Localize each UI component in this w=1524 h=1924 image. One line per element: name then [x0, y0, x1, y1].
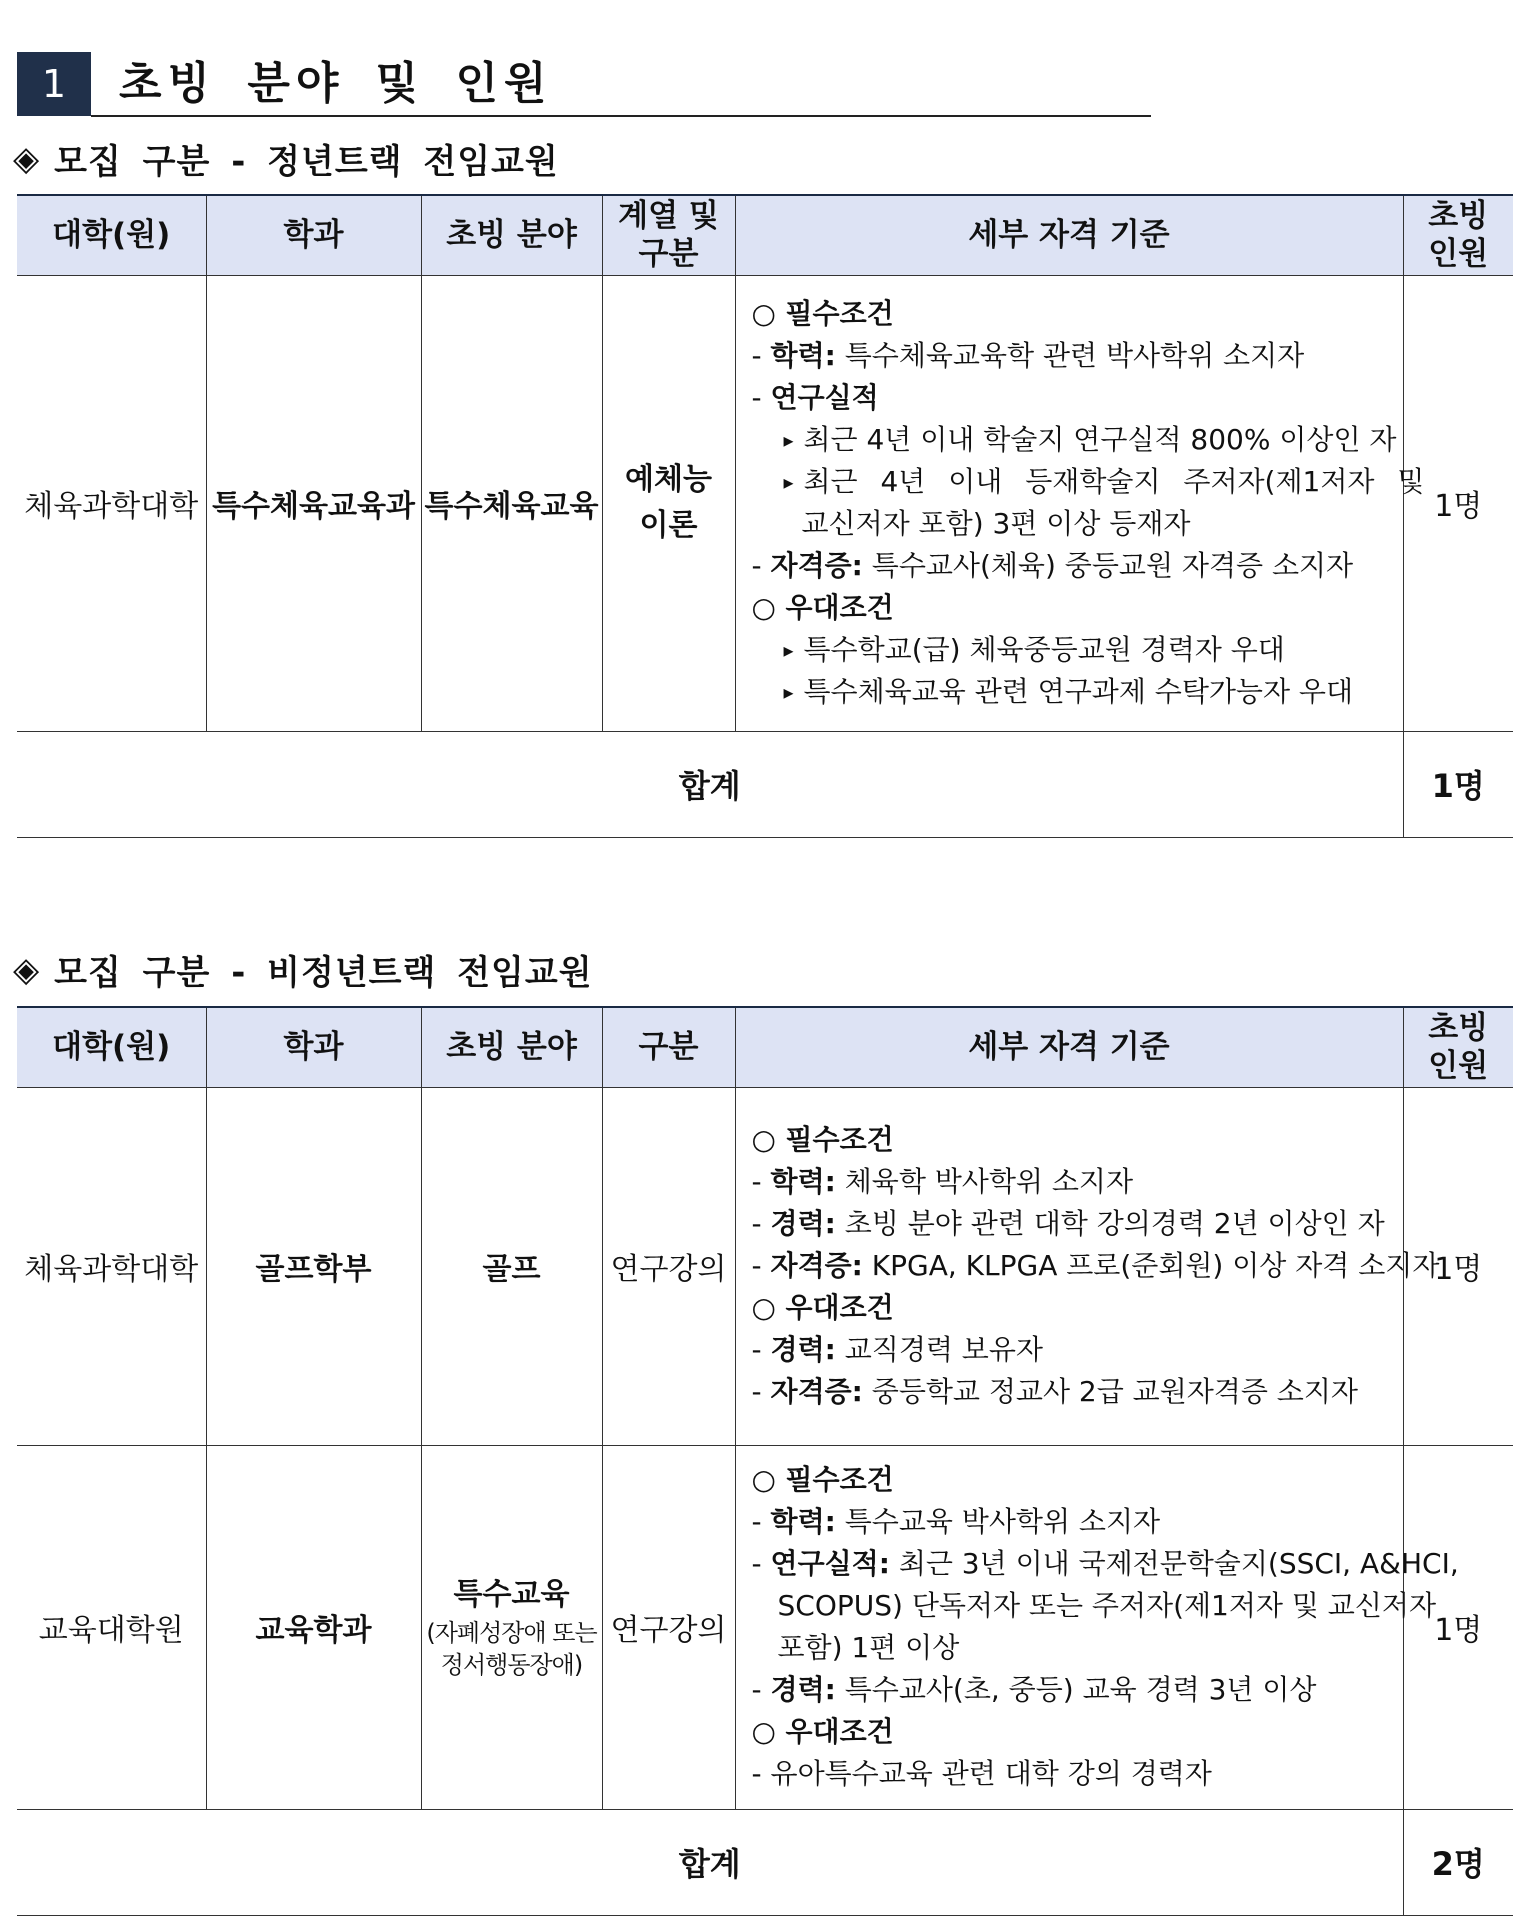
license-label: 자격증: [770, 549, 863, 582]
total-row [17, 731, 1513, 837]
total-count: 2명 [1403, 1809, 1513, 1915]
career-text: 초빙 분야 관련 대학 강의경력 2년 이상인 자 [844, 1207, 1385, 1240]
table-row [17, 1087, 1513, 1445]
edu-text: 체육학 박사학위 소지자 [844, 1165, 1134, 1198]
table1-heading [13, 134, 559, 183]
criteria-item: - 연구실적: 최근 3년 이내 국제전문학술지(SSCI, A&HCI, [751, 1547, 1459, 1580]
criteria-item-cont: 포함) 1편 이상 [777, 1631, 960, 1664]
edu-text: 특수교육 박사학위 소지자 [844, 1505, 1161, 1538]
triangle-bullet-icon: ▸ [783, 470, 794, 494]
criteria-item: - 학력: 특수교육 박사학위 소지자 [751, 1505, 1161, 1538]
row-category: 연구강의 [602, 1445, 735, 1809]
header-dept: 학과 [206, 1007, 421, 1087]
row-count: 1명 [1403, 275, 1513, 731]
required-heading [752, 293, 1389, 335]
total-label: 합계 [17, 1809, 1403, 1915]
research-item2a: 최근 4년 이내 등재학술지 주저자(제1저자 및 [803, 465, 1425, 498]
diamond-icon: ◈ [13, 138, 41, 179]
table2-heading-text: 모집 구분 - 비정년트랙 전임교원 [54, 953, 593, 993]
total-label: 합계 [17, 731, 1403, 837]
license-text: 특수교사(체육) 중등교원 자격증 소지자 [871, 549, 1354, 582]
criteria-subitem [752, 629, 1389, 671]
criteria-subitem [752, 461, 1425, 503]
row-field: 골프 [421, 1087, 602, 1445]
header-field: 초빙 분야 [421, 195, 602, 275]
criteria-item: - 경력: 특수교사(초, 중등) 교육 경력 3년 이상 [751, 1673, 1317, 1706]
row-univ: 체육과학대학 [17, 275, 206, 731]
header-count-line2: 인원 [1428, 236, 1489, 273]
required-heading [752, 1459, 1389, 1501]
row-field [421, 1445, 602, 1809]
row-field-note-line2: 정서행동장애) [440, 1651, 583, 1679]
preferred-heading [752, 587, 1389, 629]
header-category-line2: 구분 [638, 236, 699, 273]
required-heading [752, 1119, 1389, 1161]
section-underline [91, 115, 1151, 117]
header-category [602, 195, 735, 275]
table-row [17, 275, 1513, 731]
criteria-item: - 학력: 특수체육교육학 관련 박사학위 소지자 [751, 339, 1305, 372]
preferred-title: 우대조건 [785, 1715, 894, 1748]
license-label: 자격증: [770, 1249, 863, 1282]
criteria-item: - 경력: 교직경력 보유자 [751, 1333, 1043, 1366]
criteria-item-cont: SCOPUS) 단독저자 또는 주저자(제1저자 및 교신저자 [777, 1589, 1436, 1622]
criteria-item: - 연구실적 [751, 381, 879, 414]
edu-text: 특수체육교육학 관련 박사학위 소지자 [844, 339, 1305, 372]
total-count: 1명 [1403, 731, 1513, 837]
tenure-track-table [17, 194, 1513, 838]
row-univ: 체육과학대학 [17, 1087, 206, 1445]
circle-icon: ○ [751, 1715, 776, 1748]
criteria-subitem [752, 671, 1389, 713]
pref-text: 유아특수교육 관련 대학 강의 경력자 [770, 1757, 1212, 1790]
table-row [17, 1445, 1513, 1809]
header-criteria: 세부 자격 기준 [735, 195, 1403, 275]
header-criteria: 세부 자격 기준 [735, 1007, 1403, 1087]
circle-icon: ○ [751, 1463, 776, 1496]
preferred-heading [752, 1287, 1389, 1329]
edu-label: 학력: [770, 339, 836, 372]
header-count-line2: 인원 [1428, 1048, 1489, 1085]
edu-label: 학력: [770, 1505, 836, 1538]
row-field-main: 특수교육 [453, 1577, 570, 1612]
preferred-title: 우대조건 [785, 591, 894, 624]
criteria-item: - 자격증: 특수교사(체육) 중등교원 자격증 소지자 [751, 549, 1354, 582]
criteria-item: - 자격증: KPGA, KLPGA 프로(준회원) 이상 자격 소지자 [751, 1249, 1440, 1282]
row-count: 1명 [1403, 1087, 1513, 1445]
non-tenure-track-table [17, 1006, 1513, 1916]
diamond-icon: ◈ [13, 949, 41, 990]
edu-label: 학력: [770, 1165, 836, 1198]
header-count [1403, 195, 1513, 275]
row-dept: 골프학부 [206, 1087, 421, 1445]
header-count-line1: 초빙 [1428, 1010, 1489, 1047]
pref-item1: 특수학교(급) 체육중등교원 경력자 우대 [803, 633, 1285, 666]
triangle-bullet-icon: ▸ [783, 638, 794, 662]
header-category-line1: 계열 및 [618, 198, 719, 235]
row-dept: 교육학과 [206, 1445, 421, 1809]
row-criteria [735, 1087, 1440, 1445]
research-label: 연구실적 [770, 381, 879, 414]
row-category-line2: 이론 [639, 508, 698, 543]
row-criteria [735, 275, 1425, 731]
row-count: 1명 [1403, 1445, 1513, 1809]
row-category-line1: 예체능 [625, 462, 712, 497]
research-label: 연구실적: [770, 1547, 890, 1580]
criteria-item: - 학력: 체육학 박사학위 소지자 [751, 1165, 1134, 1198]
required-title: 필수조건 [785, 1123, 894, 1156]
total-row [17, 1809, 1513, 1915]
criteria-item: - 경력: 초빙 분야 관련 대학 강의경력 2년 이상인 자 [751, 1207, 1385, 1240]
section-title: 초빙 분야 및 인원 [119, 58, 553, 109]
row-field: 특수체육교육 [421, 275, 602, 731]
required-title: 필수조건 [785, 297, 894, 330]
circle-icon: ○ [751, 591, 776, 624]
preferred-title: 우대조건 [785, 1291, 894, 1324]
criteria-item: - 유아특수교육 관련 대학 강의 경력자 [751, 1757, 1212, 1790]
header-count-line1: 초빙 [1428, 198, 1489, 235]
header-dept: 학과 [206, 195, 421, 275]
pref-item2: 특수체육교육 관련 연구과제 수탁가능자 우대 [803, 675, 1354, 708]
table1-heading-text: 모집 구분 - 정년트랙 전임교원 [54, 142, 559, 182]
header-univ: 대학(원) [17, 1007, 206, 1087]
row-category: 연구강의 [602, 1087, 735, 1445]
preferred-heading [752, 1711, 1389, 1753]
pref-license-text: 중등학교 정교사 2급 교원자격증 소지자 [871, 1375, 1358, 1408]
triangle-bullet-icon: ▸ [783, 428, 794, 452]
circle-icon: ○ [751, 1123, 776, 1156]
row-field-note-line1: (자폐성장애 또는 [426, 1619, 597, 1647]
row-category [602, 275, 735, 731]
pref-license-label: 자격증: [770, 1375, 863, 1408]
criteria-item: - 자격증: 중등학교 정교사 2급 교원자격증 소지자 [751, 1375, 1358, 1408]
circle-icon: ○ [751, 1291, 776, 1324]
career-label: 경력: [770, 1207, 836, 1240]
row-dept: 특수체육교육과 [206, 275, 421, 731]
row-univ: 교육대학원 [17, 1445, 206, 1809]
section-number: 1 [17, 52, 91, 116]
section-header [17, 52, 1135, 118]
header-field: 초빙 분야 [421, 1007, 602, 1087]
required-title: 필수조건 [785, 1463, 894, 1496]
header-univ: 대학(원) [17, 195, 206, 275]
license-text: KPGA, KLPGA 프로(준회원) 이상 자격 소지자 [871, 1249, 1440, 1282]
header-category: 구분 [602, 1007, 735, 1087]
research-item1: 최근 4년 이내 학술지 연구실적 800% 이상인 자 [803, 423, 1397, 456]
research-text-a: 최근 3년 이내 국제전문학술지(SSCI, A&HCI, [898, 1547, 1459, 1580]
triangle-bullet-icon: ▸ [783, 680, 794, 704]
pref-career-text: 교직경력 보유자 [844, 1333, 1043, 1366]
table2-heading [13, 945, 593, 994]
criteria-subitem [752, 419, 1397, 461]
pref-career-label: 경력: [770, 1333, 836, 1366]
career-label: 경력: [770, 1673, 836, 1706]
circle-icon: ○ [751, 297, 776, 330]
header-count [1403, 1007, 1513, 1087]
criteria-subitem-cont: 교신저자 포함) 3편 이상 등재자 [801, 507, 1191, 540]
career-text: 특수교사(초, 중등) 교육 경력 3년 이상 [844, 1673, 1317, 1706]
